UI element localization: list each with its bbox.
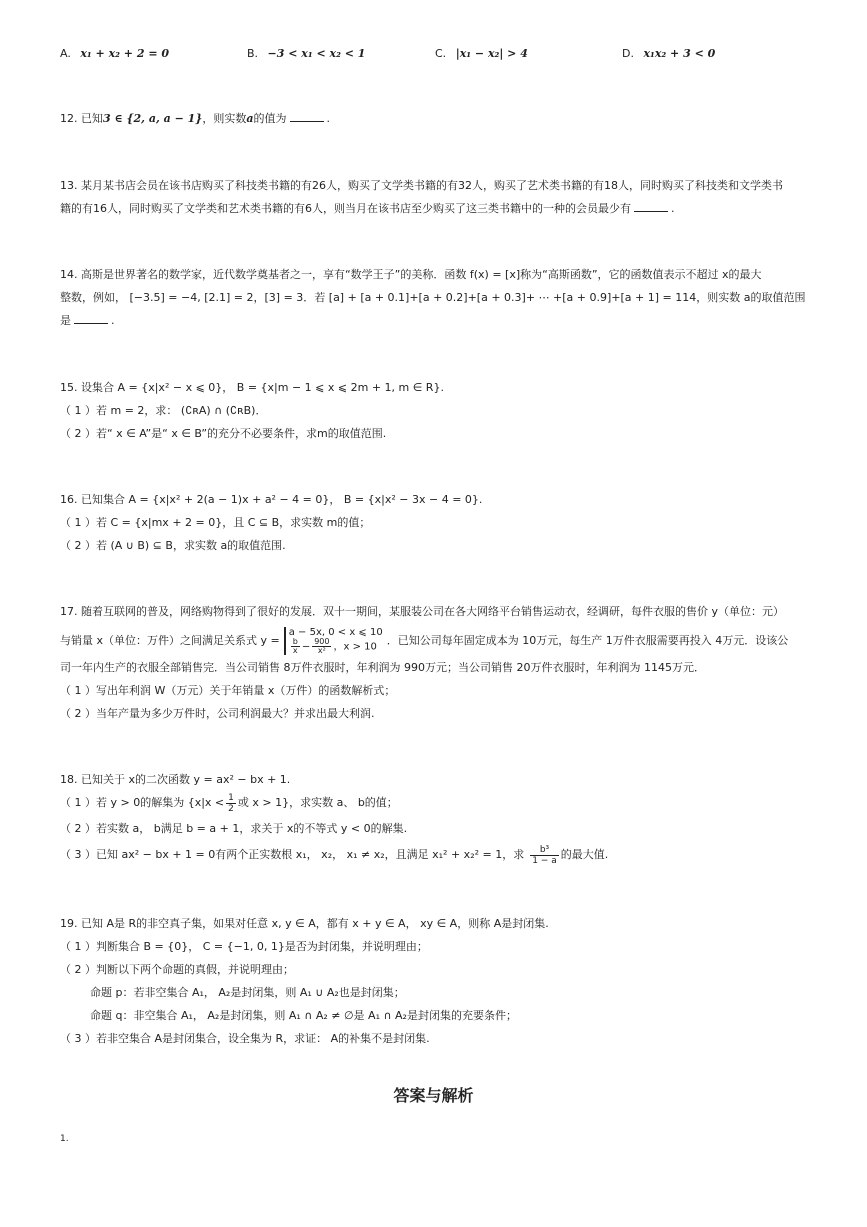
q14-line3-text: 是 <box>60 314 71 327</box>
question-17-line2 <box>60 626 788 656</box>
question-15-stem: 15. 设集合 A = {x|x² − x ⩽ 0}， B = {x|m − 1 ⩽ x ⩽ 2m + 1, m ∈ R}. <box>60 381 444 394</box>
question-17-part2: （ 2 ）当年产量为多少万件时，公司利润最大？并求出最大利润. <box>60 707 375 720</box>
q18-frac-den: 2 <box>228 803 234 814</box>
question-18-part2: （ 2 ）若实数 a， b满足 b = a + 1，求关于 x的不等式 y < 0的解集. <box>60 822 408 835</box>
q18-frac-num: b³ <box>530 845 559 856</box>
answer-section-title: 答案与解析 <box>393 1086 474 1105</box>
option-d-label: D. <box>622 47 634 60</box>
question-19-part3: （ 3 ）若非空集合 A是封闭集合，设全集为 R，求证： A的补集不是封闭集. <box>60 1032 430 1045</box>
question-17-line3: 司一年内生产的衣服全部销售完．当公司销售 8万件衣服时，年利润为 990万元；当公司销售 20万件衣服时，年利润为 1145万元． <box>60 661 705 674</box>
piecewise-minus: − <box>301 641 311 653</box>
question-14-line2: 整数，例如， [−3.5] = −4, [2.1] = 2，[3] = 3．若 [a] + [a + 0.1]+[a + 0.2]+[a + 0.3]+ ⋯ +[a + 0.9]+[a + 1] = 114，则实数 a的取值范围 <box>60 291 806 304</box>
piecewise-frac-den: x² <box>317 646 326 655</box>
piecewise-frac-b: b <box>292 637 298 646</box>
question-14-line3 <box>60 314 115 328</box>
q12-post: ，则实数 <box>202 112 247 125</box>
question-19-part2: （ 2 ）判断以下两个命题的真假，并说明理由； <box>60 963 294 976</box>
q18-frac-num: 1 <box>228 792 234 803</box>
proposition-p: 命题 p：若非空集合 A₁， A₂是封闭集，则 A₁ ∪ A₂也是封闭集； <box>90 986 405 999</box>
q13-line2-text: 籍的有16人，同时购买了文学类和艺术类书籍的有6人，则当月在该书店至少购买了这三类书籍中的一种的会员最少有 <box>60 202 631 215</box>
option-c-expr: |x₁ − x₂| > 4 <box>455 47 528 60</box>
question-13-line2 <box>60 202 675 216</box>
answer-blank <box>290 112 324 122</box>
q12-end: . <box>326 112 331 125</box>
q18-p1-post: 或 x > 1}，求实数 a、 b的值； <box>237 796 398 809</box>
piecewise-frac-num: 900 <box>314 637 330 646</box>
q12-pre: 12. 已知 <box>60 112 103 125</box>
piecewise-case-2 <box>289 638 383 655</box>
question-15-part1: （ 1 ）若 m = 2，求： (∁ʀA) ∩ (∁ʀB)． <box>60 404 267 417</box>
q18-p1-pre: （ 1 ）若 y > 0的解集为 {x|x < <box>60 796 225 809</box>
q18-frac-den: 1 − a <box>532 855 557 866</box>
option-a-expr: x₁ + x₂ + 2 = 0 <box>80 47 170 60</box>
question-18-stem: 18. 已知关于 x的二次函数 y = ax² − bx + 1. <box>60 773 291 786</box>
question-19-part1: （ 1 ）判断集合 B = {0}， C = {−1, 0, 1}是否为封闭集，并说明理由； <box>60 940 428 953</box>
q13-end: . <box>671 202 675 215</box>
option-b-expr: −3 < x₁ < x₂ < 1 <box>267 47 366 60</box>
q18-p3-pre: （ 3 ）已知 ax² − bx + 1 = 0有两个正实数根 x₁， x₂， x₁ ≠ x₂，且满足 x₁² + x₂² = 1，求 <box>60 848 525 861</box>
piecewise-case-2-cond: ，x > 10 <box>333 641 377 653</box>
question-12 <box>60 112 330 126</box>
option-b-label: B. <box>247 47 259 60</box>
piecewise-function <box>284 627 383 655</box>
question-14-line1: 14. 高斯是世界著名的数学家，近代数学奠基者之一，享有“数学王子”的美称．函数 f(x) = [x]称为“高斯函数”，它的函数值表示不超过 x的最大 <box>60 268 762 281</box>
proposition-q: 命题 q：非空集合 A₁， A₂是封闭集，则 A₁ ∩ A₂ ≠ ∅是 A₁ ∩ A₂是封闭集的充要条件； <box>90 1009 517 1022</box>
option-d <box>622 47 715 60</box>
question-18-part3 <box>60 840 608 870</box>
option-a-label: A. <box>60 47 71 60</box>
answer-blank <box>74 314 108 324</box>
question-19-stem: 19. 已知 A是 R的非空真子集，如果对任意 x, y ∈ A，都有 x + y ∈ A， xy ∈ A，则称 A是封闭集. <box>60 917 549 930</box>
option-c <box>435 47 528 60</box>
option-b <box>247 47 365 60</box>
q14-end: . <box>111 314 115 327</box>
answer-item-1: 1. <box>60 1134 69 1144</box>
question-15-part2: （ 2 ）若“ x ∈ A”是“ x ∈ B”的充分不必要条件，求m的取值范围. <box>60 427 387 440</box>
q12-post2: 的值为 <box>253 112 287 125</box>
question-16-stem: 16. 已知集合 A = {x|x² + 2(a − 1)x + a² − 4 = 0}， B = {x|x² − 3x − 4 = 0}. <box>60 493 483 506</box>
option-c-label: C. <box>435 47 447 60</box>
q18-p3-post: 的最大值. <box>560 848 609 861</box>
q12-expr: 3 ∈ {2, a, a − 1} <box>103 112 203 125</box>
piecewise-case-1: a − 5x, 0 < x ⩽ 10 <box>288 627 383 638</box>
question-17-part1: （ 1 ）写出年利润 W（万元）关于年销量 x（万件）的函数解析式； <box>60 684 396 697</box>
question-18-part1 <box>60 790 398 816</box>
option-a <box>60 47 169 60</box>
answer-blank <box>634 202 668 212</box>
question-16-part2: （ 2 ）若 (A ∪ B) ⊆ B，求实数 a的取值范围. <box>60 539 286 552</box>
piecewise-frac-x: x <box>292 646 298 655</box>
question-16-part1: （ 1 ）若 C = {x|mx + 2 = 0}，且 C ⊆ B，求实数 m的值； <box>60 516 371 529</box>
q17-line2-pre: 与销量 x（单位：万件）之间满足关系式 y = <box>60 634 280 647</box>
option-d-expr: x₁x₂ + 3 < 0 <box>643 47 716 60</box>
question-17-line1: 17. 随着互联网的普及，网络购物得到了很好的发展．双十一期间，某服装公司在各大网络平台销售运动衣，经调研，每件衣服的售价 y（单位：元） <box>60 605 784 618</box>
q12-var: a <box>246 112 254 125</box>
question-13-line1: 13. 某月某书店会员在该书店购买了科技类书籍的有26人，购买了文学类书籍的有32人，购买了艺术类书籍的有18人，同时购买了科技类和文学类书 <box>60 179 783 192</box>
q17-line2-post: ．已知公司每年固定成本为 10万元，每生产 1万件衣服需要再投入 4万元．设该公 <box>386 634 789 647</box>
